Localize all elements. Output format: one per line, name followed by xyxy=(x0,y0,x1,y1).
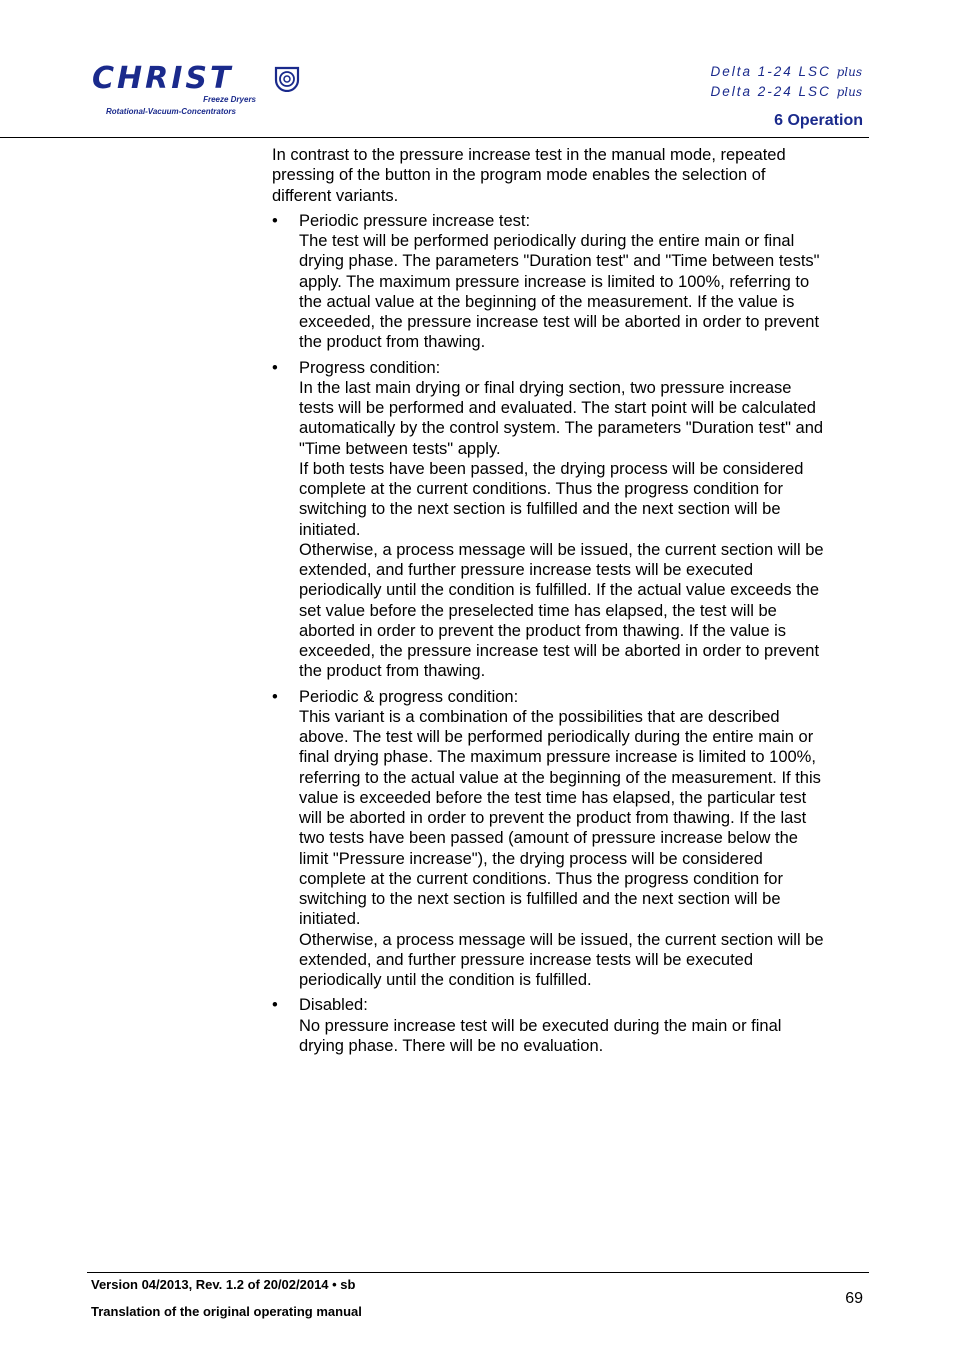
list-item-line: initiated. xyxy=(299,910,361,929)
list-item-line: drying phase. The parameters "Duration test" and "Time between tests" xyxy=(299,252,820,271)
list-item-line: exceeded, the pressure increase test will be aborted in order to prevent xyxy=(299,313,820,331)
list-item xyxy=(272,358,867,682)
logo-subtitle-freeze-dryers: Freeze Dryers xyxy=(203,95,256,104)
list-item-line: the product from thawing. xyxy=(299,333,486,352)
bullet-icon: • xyxy=(272,358,278,377)
list-item-heading: Disabled: xyxy=(299,996,368,1015)
list-item-line: tests will be performed and evaluated. The start point will be calculated xyxy=(299,399,816,417)
list-item-line: referring to the actual value at the beginning of the measurement. If this xyxy=(299,768,821,787)
list-item xyxy=(272,995,867,1056)
list-item-line: the product from thawing. xyxy=(299,662,486,681)
list-item-heading: Periodic & progress condition: xyxy=(299,687,519,706)
list-item-line: extended, and further pressure increase tests will be executed xyxy=(299,950,754,969)
list-item-line: value is exceeded before the test time has elapsed, the particular test xyxy=(299,788,807,807)
list-item-line: limit "Pressure increase"), the drying process will be considered xyxy=(299,849,763,868)
list-item-line: periodically until the condition is fulfilled. xyxy=(299,971,592,989)
model-line-2 xyxy=(711,84,862,100)
list-item-line: "Time between tests" apply. xyxy=(299,439,501,458)
list-item-line: In the last main drying or final drying section, two pressure increase xyxy=(299,378,792,397)
list-item-line: periodically until the condition is fulfilled. If the actual value exceeds the xyxy=(299,581,820,600)
model-name-1: Delta 1-24 LSC xyxy=(710,64,831,79)
list-item-line: the actual value at the beginning of the measurement. If the value is xyxy=(299,292,795,311)
list-item-line: final drying phase. The maximum pressure increase is limited to 100%, xyxy=(299,748,816,767)
list-item-line: No pressure increase test will be executed during the main or final xyxy=(299,1016,782,1035)
list-item-line: Otherwise, a process message will be issued, the current section will be xyxy=(299,540,824,559)
list-item-line: complete at the current conditions. Thus the progress condition for xyxy=(299,869,783,888)
section-title: 6 Operation xyxy=(774,112,863,129)
list-item-line: automatically by the control system. The parameters "Duration test" and xyxy=(299,419,824,438)
intro-line: different variants. xyxy=(272,186,399,205)
page-number: 69 xyxy=(845,1290,863,1307)
intro-paragraph xyxy=(272,145,867,206)
footer-version: Version 04/2013, Rev. 1.2 of 20/02/2014 • sb xyxy=(91,1277,356,1292)
main-content xyxy=(272,145,867,1061)
list-item-heading: Periodic pressure increase test: xyxy=(299,211,531,230)
list-item-line: two tests have been passed (amount of pressure increase below the xyxy=(299,829,798,848)
list-item xyxy=(272,687,867,991)
logo-spiral-icon xyxy=(274,66,300,92)
list-item-line: switching to the next section is fulfilled and the next section will be xyxy=(299,500,781,519)
list-item-line: Otherwise, a process message will be issued, the current section will be xyxy=(299,930,824,949)
list-item xyxy=(272,211,867,353)
footer-divider xyxy=(87,1272,869,1273)
intro-line: In contrast to the pressure increase test in the manual mode, repeated xyxy=(272,146,786,164)
variant-list xyxy=(272,211,867,1056)
list-item-heading: Progress condition: xyxy=(299,358,441,377)
intro-line: pressing of the button in the program mode enables the selection of xyxy=(272,166,766,185)
list-item-line: extended, and further pressure increase tests will be executed xyxy=(299,561,754,579)
list-item-line: exceeded, the pressure increase test will be aborted in order to prevent xyxy=(299,642,820,660)
list-item-line: initiated. xyxy=(299,520,361,539)
list-item-line: set value before the preselected time has elapsed, the test will be xyxy=(299,601,777,620)
logo-wordmark: CHRIST xyxy=(92,61,234,96)
list-item-line: aborted in order to prevent the product from thawing. If the value is xyxy=(299,621,787,640)
list-item-line: apply. The maximum pressure increase is limited to 100%, referring to xyxy=(299,272,810,291)
bullet-icon: • xyxy=(272,211,278,230)
bullet-icon: • xyxy=(272,996,278,1015)
christ-logo xyxy=(88,58,313,118)
list-item-line: The test will be performed periodically during the entire main or final xyxy=(299,232,795,250)
model-suffix-2: plus xyxy=(836,85,862,99)
list-item-line: complete at the current conditions. Thus the progress condition for xyxy=(299,480,783,498)
list-item-line: above. The test will be performed periodically during the entire main or xyxy=(299,728,814,746)
list-item-line: drying phase. There will be no evaluation. xyxy=(299,1036,604,1055)
model-line-1 xyxy=(711,64,862,80)
list-item-line: will be aborted in order to prevent the product from thawing. If the last xyxy=(299,809,807,827)
list-item-line: If both tests have been passed, the drying process will be considered xyxy=(299,459,804,478)
header-divider xyxy=(0,137,869,138)
model-name-2: Delta 2-24 LSC xyxy=(710,84,831,99)
bullet-icon: • xyxy=(272,687,278,706)
list-item-line: switching to the next section is fulfilled and the next section will be xyxy=(299,890,781,908)
footer-translation-note: Translation of the original operating manual xyxy=(91,1304,362,1319)
model-suffix-1: plus xyxy=(836,65,862,79)
list-item-line: This variant is a combination of the possibilities that are described xyxy=(299,707,780,726)
logo-subtitle-rvc: Rotational-Vacuum-Concentrators xyxy=(106,107,236,116)
